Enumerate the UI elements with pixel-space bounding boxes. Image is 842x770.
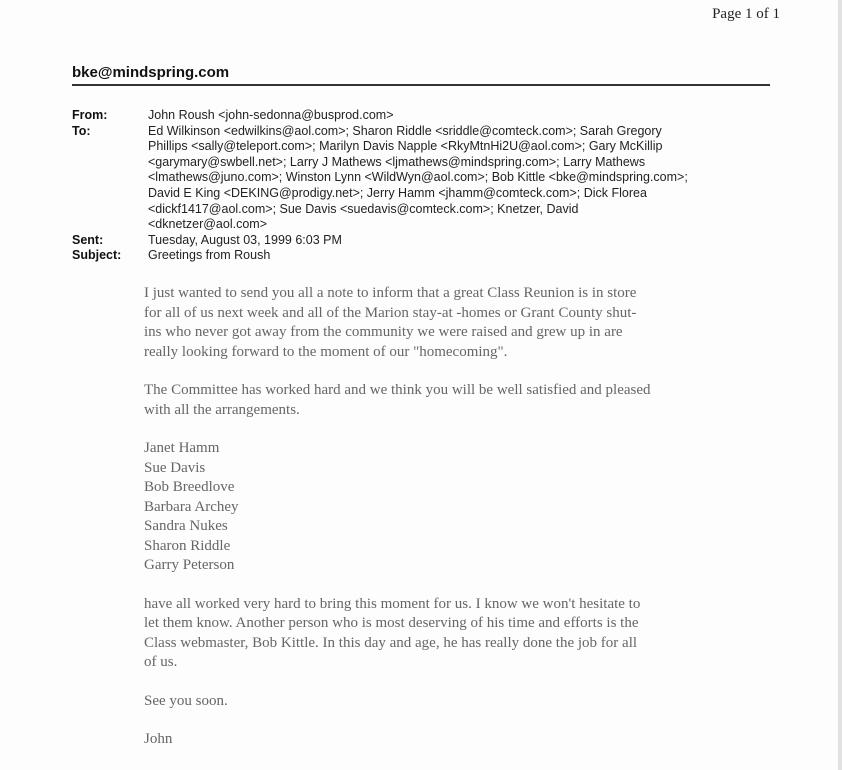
from-value: John Roush <john-sedonna@busprod.com> (148, 108, 394, 122)
to-line: David E King <DEKING@prodigy.net>; Jerry Hamm <jhamm@comteck.com>; Dick Florea (148, 185, 647, 200)
page-number: Page 1 of 1 (712, 6, 780, 22)
list-item: Bob Breedlove (144, 479, 235, 495)
body-line: I just wanted to send you all a note to inform that a great Class Reunion is in store (144, 285, 637, 301)
sent-value: Tuesday, August 03, 1999 6:03 PM (148, 232, 342, 247)
closing: See you soon. (144, 692, 228, 709)
list-item: Sandra Nukes (144, 518, 228, 534)
body-line: ins who never got away from the community we were raised and grew up in are (144, 324, 623, 340)
body-line: with all the arrangements. (144, 401, 300, 418)
to-line: <dickf1417@aol.com>; Sue Davis <suedavis@comteck.com>; Knetzer, David (148, 201, 579, 216)
account-header: bke@mindspring.com (72, 64, 770, 86)
signature: John (144, 731, 173, 747)
from-row (72, 108, 772, 124)
body-line: Class webmaster, Bob Kittle. In this day and age, he has really done the job for all (144, 634, 638, 651)
list-item: Barbara Archey (144, 498, 239, 515)
list-item: Garry Peterson (144, 557, 235, 573)
to-line: Phillips <sally@teleport.com>; Marilyn Davis Napple <RkyMtnHi2U@aol.com>; Gary McKillip (148, 139, 663, 154)
to-line: <garymary@swbell.net>; Larry J Mathews <ljmathews@mindspring.com>; Larry Mathews (148, 154, 646, 169)
to-row (72, 124, 772, 233)
list-item: Janet Hamm (144, 440, 220, 456)
to-line: <lmathews@juno.com>; Winston Lynn <WildWyn@aol.com>; Bob Kittle <bke@mindspring.com>; (148, 170, 688, 185)
to-label: To: (72, 123, 91, 138)
list-item: Sue Davis (144, 459, 206, 476)
body-paragraph-2 (144, 381, 774, 420)
sent-row (72, 233, 772, 249)
body-line: of us. (144, 654, 178, 670)
body-line: have all worked very hard to bring this moment for us. I know we won't hesitate to (144, 595, 641, 612)
to-value (148, 124, 772, 233)
list-item: Sharon Riddle (144, 537, 231, 554)
committee-names-list (144, 439, 774, 576)
email-header (72, 108, 772, 264)
subject-row (72, 248, 772, 264)
subject-value: Greetings from Roush (148, 248, 271, 263)
from-label: From: (72, 108, 108, 122)
to-line: Ed Wilkinson <edwilkins@aol.com>; Sharon Riddle <sriddle@comteck.com>; Sarah Gregory (148, 123, 662, 138)
body-line: for all of us next week and all of the Marion stay-at -homes or Grant County shut- (144, 304, 637, 321)
email-body (144, 284, 774, 769)
body-line: really looking forward to the moment of our "homecoming". (144, 343, 508, 360)
body-line: The Committee has worked hard and we think you will be well satisfied and pleased (144, 382, 651, 398)
to-line: <dknetzer@aol.com> (148, 217, 268, 232)
body-line: let them know. Another person who is most deserving of his time and efforts is the (144, 615, 639, 631)
body-paragraph-3 (144, 595, 774, 673)
scan-edge (838, 0, 842, 770)
sent-label: Sent: (72, 232, 104, 247)
body-paragraph-1 (144, 284, 774, 362)
subject-label: Subject: (72, 248, 122, 263)
